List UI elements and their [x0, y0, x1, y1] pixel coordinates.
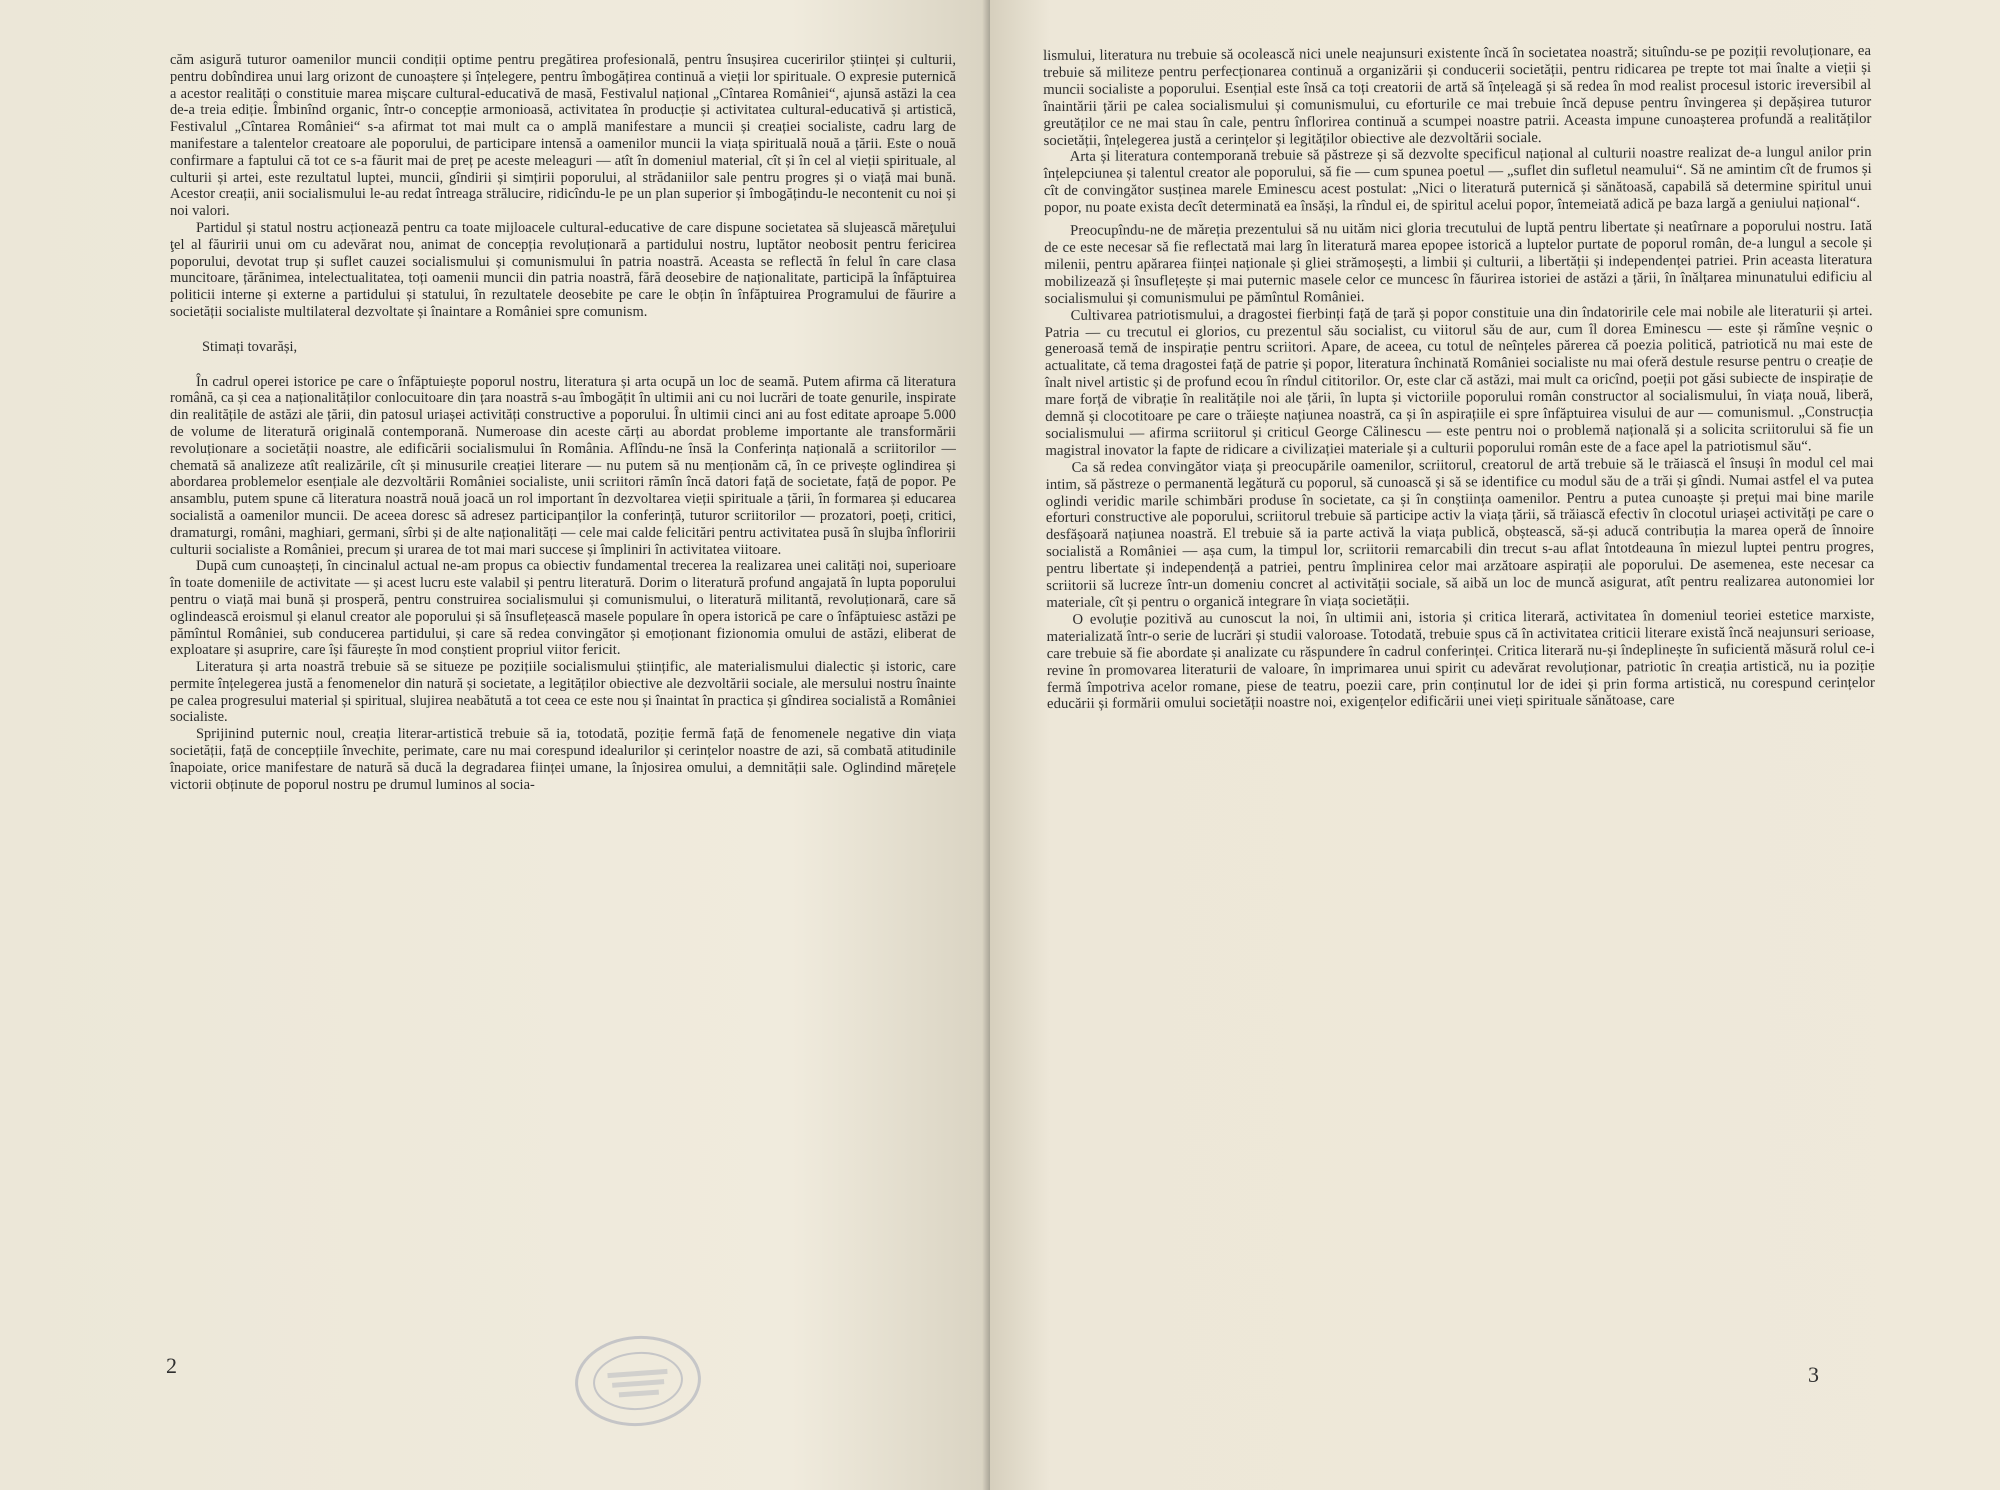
left-page: [0, 0, 990, 1490]
paragraph: Cultivarea patriotismului, a dragostei fierbinți față de țară și popor constituie una din îndatoririle cele mai nobile ale literaturii și artei. Patria — cu trecutul ei glorios, cu prezentul său socialist, cu viitorul său de aur, cum îl dorea Eminescu — este și rămîne veșnic o generoasă temă de inspirație pentru scriitori. Apare, de aceea, cu totul de neînțeles părerea că poezia politică, patriotică nu mai este de actualitate, că tema dragostei față de patrie și popor, literatura închinată României socialiste nu mai oferă destule resurse pentru o creație de înalt nivel artistic și de profund ecou în rîndul cititorilor. Or, este clar că astăzi, mai mult ca oricînd, poeții pot găsi subiecte de inspirație de mare forță de vibrație în realitățile noi ale țării, în lupta și victoriile poporului român constructor al socialismului, în viața nouă, liberă, demnă și clocotitoare pe care o trăiește națiunea noastră, ca și în aspirațiile ei spre înfăptuirea visului de aur — comunismul. „Construcția socialismului — afirma scriitorul și criticul George Călinescu — este pentru noi o problemă națională și a solicita scriitorului să fie un magistral inovator la fapte de ridicare a civilizației materiale și a culturii poporului român este de a face apel la patriotismul său“.: [1044, 302, 1874, 459]
paragraph: Literatura și arta noastră trebuie să se situeze pe pozițiile socialismului științific, ale materialismului dialectic și istoric, care permite înțelegerea justă a fenomenelor din natură și societate, a legităților obiective ale dezvoltării sociale, ale mersului nostru înainte pe calea progresului material și spiritual, slujirea neabătută a tot ceea ce este nou și înaintat în practica și gîndirea socialistă a României socialiste.: [170, 659, 956, 726]
page-number-left: 2: [166, 1353, 177, 1378]
paragraph: După cum cunoașteți, în cincinalul actual ne-am propus ca obiectiv fundamental trecerea la realizarea unei calități noi, superioare în toate domeniile de activitate — și acest lucru este valabil și pentru literatură. Dorim o literatură profund angajată în lupta poporului pentru o viață mai bună și prosperă, pentru construirea socialismului și comunismului, o literatură militantă, revoluționară, care să oglindească eroismul și elanul creator ale poporului și să însuflețească masele populare în opera istorică pe care o înfăptuiesc astăzi pe pămîntul României, sub conducerea partidului, și care să redea convingător și emoționant fizionomia omului de astăzi, eliberat de exploatare și asuprire, care își făurește în mod conștient propriul viitor fericit.: [170, 558, 956, 659]
greeting: Stimați tovarăși,: [202, 338, 298, 355]
paragraph: Preocupîndu-ne de măreția prezentului să nu uităm nici gloria trecutului de luptă pentru libertate și neatîrnare a poporului nostru. Iată de ce este necesar să fie reflectată mai larg în literatură marea epopee istorică a luptelor purtate de poporul român, de-a lungul a secole și milenii, pentru apărarea ființei naționale și gliei strămoșești, a limbii și culturii, a libertății și independenței patriei. Prin aceasta literatura mobilizează și însuflețește și mai puternic masele celor ce muncesc în făurirea istoriei de astăzi a țării, în înălțarea minunatului edificiu al socialismului și comunismului pe pămîntul României.: [1044, 218, 1873, 307]
right-page: [990, 0, 2000, 1490]
paragraph: O evoluție pozitivă au cunoscut la noi, în ultimii ani, istoria și critica literară, activitatea în domeniul teoriei estetice marxiste, materializată într-o serie de lucrări și studii valoroase. Totodată, trebuie spus că în activitatea criticii literare există încă neajunsuri serioase, care trebuie să fie abordate și analizate cu răspundere în cadrul conferinței. Critica literară nu-și îndeplinește în suficientă măsură rolul ce-i revine în promovarea literaturii de valoare, în imprimarea unui spirit cu adevărat revoluționar, patriotic în creația artistică, nu ia poziție fermă împotriva acelor romane, piese de teatru, poezii care, prin conținutul lor de idei și prin forma artistică, nu corespund cerințelor educării și formării omului societății noastre noi, exigențelor edificării unei vieți spirituale sănătoase, care: [1046, 606, 1875, 713]
page-number-right: 3: [1808, 1362, 1819, 1387]
paragraph: Sprijinind puternic noul, creația literar-artistică trebuie să ia, totodată, poziție fermă față de fenomenele negative din viața societății, față de concepțiile învechite, perimate, care nu mai corespund idealurilor și cerințelor noastre de azi, să combată atitudinile înapoiate, orice manifestare de natură să ducă la degradarea ființei umane, la înjosirea omului, a demnității sale. Oglindind mărețele victorii obținute de poporul nostru pe drumul luminos al socia-: [170, 726, 956, 793]
paragraph: În cadrul operei istorice pe care o înfăptuiește poporul nostru, literatura și arta ocupă un loc de seamă. Putem afirma că literatura română, ca și cea a naționalităților conlocuitoare din țara noastră s-au îmbogățit în ultimii ani cu noi lucrări de toate genurile, inspirate din realitățile de astăzi ale țării, din patosul uriașei activități constructive a poporului. În ultimii cinci ani au fost editate aproape 5.000 de volume de literatură originală contemporană. Numeroase din aceste cărți au abordat probleme importante ale transformării revoluționare a societății noastre, ale edificării socialismului în România. Aflîndu-ne însă la Conferința națională a scriitorilor — chemată să analizeze atît realizările, cît și minusurile creației literare — nu putem să nu menționăm că, în ce privește oglindirea și abordarea problemelor esențiale ale dezvoltării României socialiste, unii scriitori rămîn încă datori față de societate, față de popor. Pe ansamblu, putem spune că literatura noastră nouă joacă un rol important în dezvoltarea vieții spirituale a țării, în formarea și educarea socialistă a oamenilor muncii. De aceea doresc să adresez participanților la conferință, tuturor scriitorilor — prozatori, poeți, critici, dramaturgi, români, maghiari, germani, sîrbi și de alte naționalități — cele mai calde felicitări pentru activitatea pusă în slujba înfloririi culturii socialiste a României, precum și urarea de tot mai mari succese și împliniri în activitatea viitoare.: [170, 373, 956, 558]
paragraph: Arta și literatura contemporană trebuie să păstreze și să dezvolte specificul național al culturii noastre realizat de-a lungul anilor prin înțelepciunea și talentul creator ale poporului, să fie — cum spunea poetul — „suflet din sufletul neamului“. Să ne amintim cît de frumos și cît de convingător susținea marele Eminescu acest postulat: „Nici o literatură puternică și sănătoasă, capabilă să determine spiritul unui popor, nu poate exista decît determinată ea însăși, la rîndul ei, de spiritul acelui popor, întemeiată adică pe baza largă a geniului național“.: [1043, 144, 1872, 217]
paragraph: lismului, literatura nu trebuie să ocolească nici unele neajunsuri existente încă în societatea noastră; situîndu-se pe poziții revoluționare, ea trebuie să militeze pentru perfecționarea continuă a organizării și conducerii societății, pentru ridicarea pe trepte tot mai înalte a vieții și muncii socialiste a poporului. Esențial este însă ca toți creatorii de artă să înțeleagă și să redea în mod realist procesul istoric ireversibil al înaintării țării pe calea socialismului și comunismului, cu eforturile ce mai trebuie încă depuse pentru învingerea și depășirea tuturor greutăților ce ne mai stau în cale, pentru înflorirea continuă a scumpei noastre patrii. Aceasta impune cunoașterea profundă a realităților societății, înțelegerea justă a cerințelor și legităților obiective ale dezvoltării sociale.: [1043, 42, 1872, 149]
paragraph: Ca să redea convingător viața și preocupările oamenilor, scriitorul, creatorul de artă trebuie să le trăiască el însuși în modul cel mai intim, să păstreze o permanentă legătură cu poporul, să cunoască și să se identifice cu modul său de a trăi și gîndi. Numai astfel el va putea oglindi veridic marile schimbări produse în societate, ca și în conștiința oamenilor. Pentru a putea cunoaște și prețui mai bine marile eforturi constructive ale poporului, scriitorul trebuie să participe activ la viața țării, să trăiască efectiv în clocotul uriașei activități pe care o desfășoară națiunea noastră. El trebuie să ia parte activă la viața publică, obștească, să-și aducă contribuția la marea operă de înnoire socialistă a României — așa cum, la timpul lor, scriitorii remarcabili din trecut s-au aflat întotdeauna în miezul luptei pentru progres, pentru libertate și independență a patriei, pentru împlinirea celor mai arzătoare aspirații ale poporului. De asemenea, este necesar ca scriitorii să lucreze într-un domeniu concret al activității sociale, să aibă un loc de muncă asigurat, atît pentru realizarea autonomiei lor materiale, cît și pentru o organică integrare în viața societății.: [1045, 454, 1875, 611]
paragraph: Partidul și statul nostru acționează pentru ca toate mijloacele cultural-educative de care dispune societatea să slujească măreţului ţel al făuririi unui om cu adevărat nou, animat de concepția revoluționară a partidului nostru, luptător neobosit pentru fericirea poporului, devotat trup și suflet cauzei socialismului și comunismului în patria noastră. Aceasta se reflectă în felul în care clasa muncitoare, țărănimea, intelectualitatea, toți oamenii muncii din patria noastră, fără deosebire de naționalitate, participă la înfăptuirea politicii interne și externe a partidului și statului, în rezultatele deosebite pe care le obțin în înfăptuirea Programului de făurire a societății socialiste multilateral dezvoltate și înaintare a României spre comunism.: [170, 219, 956, 320]
right-page-text: [1043, 43, 1875, 713]
left-page-text: [170, 52, 956, 793]
library-stamp: [572, 1332, 704, 1431]
paragraph: căm asigură tuturor oamenilor muncii condiții optime pentru pregătirea profesională, pentru însușirea cuceririlor științei și culturii, pentru dobîndirea unui larg orizont de cunoaștere și înțelegere, pentru îmbogățirea continuă a vieții lor spirituale. O expresie puternică a acestor realități o constituie marea mișcare cultural-educativă de masă, Festivalul național „Cîntarea României“, ajunsă astăzi la cea de-a treia ediție. Îmbinînd organic, într-o concepție armonioasă, activitatea în producție și activitatea cultural-educativă și artistică, Festivalul „Cîntarea României“ s-a afirmat tot mai mult ca o amplă manifestare a muncii și creației socialiste, cadru larg de manifestare a talentelor creatoare ale poporului, de participare intensă a oamenilor muncii la viața spirituală nouă a țării. Este o nouă confirmare a faptului că tot ce s-a făurit mai de preț pe aceste meleaguri — atît în domeniul material, cît și în cel al vieții spirituale, al culturii și artei, este rezultatul luptei, muncii, gîndirii și simțirii poporului, al strădaniilor sale pentru progres și o viață mai bună. Acestor creații, anii socialismului le-au redat întreaga strălucire, ridicîndu-le pe un plan superior și îmbogățindu-le necontenit cu noi și noi valori.: [170, 52, 956, 220]
